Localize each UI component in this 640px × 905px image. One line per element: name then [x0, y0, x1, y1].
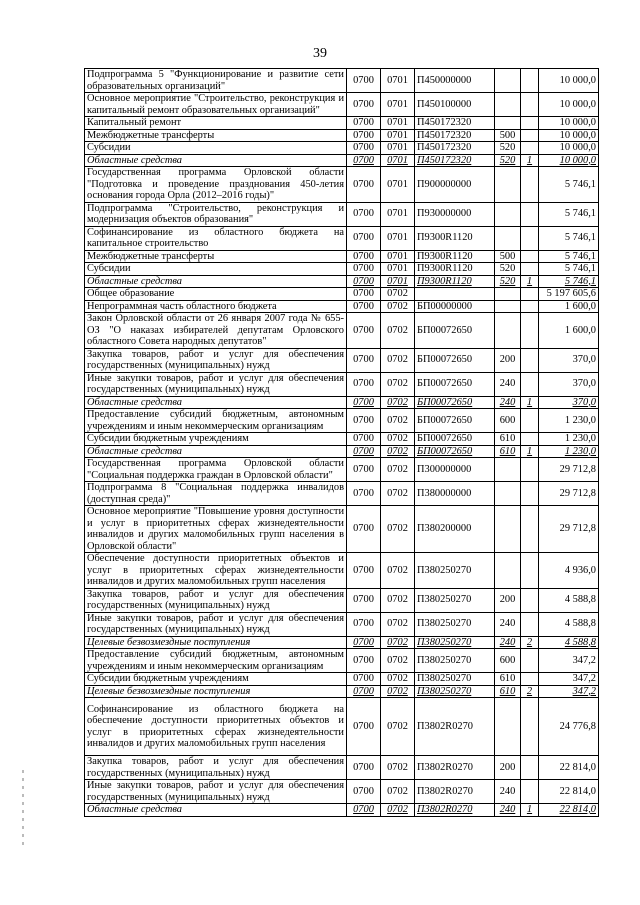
funding-source-code: [521, 117, 539, 130]
target-article-code: П3802R0270: [415, 780, 495, 804]
expense-type-code: 520: [495, 275, 521, 288]
table-row: [85, 142, 599, 155]
funding-source-code: 1: [521, 804, 539, 817]
expense-type-code: 500: [495, 250, 521, 263]
section-code: 0700: [347, 433, 381, 446]
section-code: 0700: [347, 458, 381, 482]
expense-type-code: 240: [495, 396, 521, 409]
section-code: 0700: [347, 69, 381, 93]
funding-source-code: [521, 142, 539, 155]
section-code: 0700: [347, 756, 381, 780]
funding-source-code: [521, 612, 539, 636]
expense-type-code: 240: [495, 780, 521, 804]
expense-type-code: [495, 300, 521, 313]
row-name: Областные средства: [85, 804, 347, 817]
expense-type-code: [495, 506, 521, 553]
expense-type-code: [495, 69, 521, 93]
target-article-code: П9300R1120: [415, 250, 495, 263]
section-code: 0700: [347, 167, 381, 203]
amount: 347,2: [539, 649, 599, 673]
amount: 5 197 605,6: [539, 288, 599, 301]
table-row: [85, 348, 599, 372]
funding-source-code: [521, 263, 539, 276]
amount: 5 746,1: [539, 263, 599, 276]
subsection-code: 0702: [381, 756, 415, 780]
funding-source-code: [521, 288, 539, 301]
amount: 4 588,8: [539, 636, 599, 649]
table-row: [85, 506, 599, 553]
section-code: 0700: [347, 804, 381, 817]
funding-source-code: 1: [521, 275, 539, 288]
amount: 1 230,0: [539, 433, 599, 446]
expense-type-code: [495, 93, 521, 117]
section-code: 0700: [347, 612, 381, 636]
funding-source-code: [521, 202, 539, 226]
subsection-code: 0702: [381, 482, 415, 506]
subsection-code: 0701: [381, 226, 415, 250]
section-code: 0700: [347, 117, 381, 130]
row-name: Обеспечение доступности приоритетных объектов и услуг в приоритетных сферах жизнедеятельности инвалидов и других маломобильных групп населения: [85, 553, 347, 589]
section-code: 0700: [347, 275, 381, 288]
table-row: [85, 588, 599, 612]
funding-source-code: [521, 458, 539, 482]
table-row: [85, 685, 599, 698]
row-name: Подпрограмма 5 "Функционирование и развитие сети образовательных организаций": [85, 69, 347, 93]
target-article-code: П450172320: [415, 117, 495, 130]
table-row: [85, 300, 599, 313]
funding-source-code: 1: [521, 445, 539, 458]
amount: 22 814,0: [539, 804, 599, 817]
row-name: Целевые безвозмездные поступления: [85, 685, 347, 698]
subsection-code: 0701: [381, 69, 415, 93]
expense-type-code: 610: [495, 673, 521, 686]
subsection-code: 0701: [381, 250, 415, 263]
target-article-code: П9300R1120: [415, 226, 495, 250]
expense-type-code: [495, 698, 521, 756]
target-article-code: П380000000: [415, 482, 495, 506]
funding-source-code: [521, 69, 539, 93]
table-row: [85, 226, 599, 250]
amount: 29 712,8: [539, 506, 599, 553]
subsection-code: 0701: [381, 129, 415, 142]
amount: 5 746,1: [539, 202, 599, 226]
table-row: [85, 372, 599, 396]
target-article-code: П380250270: [415, 673, 495, 686]
table-row: [85, 804, 599, 817]
expense-type-code: 520: [495, 142, 521, 155]
amount: 370,0: [539, 372, 599, 396]
row-name: Непрограммная часть областного бюджета: [85, 300, 347, 313]
expense-type-code: [495, 313, 521, 349]
target-article-code: БП00072650: [415, 372, 495, 396]
row-name: Общее образование: [85, 288, 347, 301]
subsection-code: 0701: [381, 93, 415, 117]
target-article-code: П9300R1120: [415, 263, 495, 276]
amount: 10 000,0: [539, 142, 599, 155]
expense-type-code: [495, 117, 521, 130]
table-row: [85, 698, 599, 756]
target-article-code: П380250270: [415, 649, 495, 673]
target-article-code: БП00072650: [415, 445, 495, 458]
expense-type-code: 240: [495, 612, 521, 636]
expense-type-code: [495, 288, 521, 301]
row-name: Закупка товаров, работ и услуг для обеспечения государственных (муниципальных) нужд: [85, 348, 347, 372]
table-row: [85, 445, 599, 458]
subsection-code: 0702: [381, 780, 415, 804]
table-row: [85, 93, 599, 117]
section-code: 0700: [347, 263, 381, 276]
amount: 22 814,0: [539, 780, 599, 804]
row-name: Подпрограмма "Строительство, реконструкция и модернизация объектов образования": [85, 202, 347, 226]
target-article-code: БП00072650: [415, 396, 495, 409]
amount: 5 746,1: [539, 167, 599, 203]
section-code: 0700: [347, 673, 381, 686]
expense-type-code: [495, 226, 521, 250]
amount: 10 000,0: [539, 129, 599, 142]
subsection-code: 0701: [381, 275, 415, 288]
amount: 347,2: [539, 685, 599, 698]
row-name: Предоставление субсидий бюджетным, автономным учреждениям и иным некоммерческим организациям: [85, 409, 347, 433]
subsection-code: 0702: [381, 300, 415, 313]
row-name: Иные закупки товаров, работ и услуг для обеспечения государственных (муниципальных) нужд: [85, 372, 347, 396]
margin-marks: [22, 770, 26, 860]
row-name: Основное мероприятие "Повышение уровня доступности и услуг в приоритетных сферах жизнедеятельности инвалидов и других маломобильных групп населения в Орловской области": [85, 506, 347, 553]
section-code: 0700: [347, 636, 381, 649]
budget-table: [84, 68, 599, 817]
row-name: Областные средства: [85, 154, 347, 167]
subsection-code: 0701: [381, 167, 415, 203]
target-article-code: П930000000: [415, 202, 495, 226]
expense-type-code: 500: [495, 129, 521, 142]
target-article-code: [415, 288, 495, 301]
table-row: [85, 250, 599, 263]
section-code: 0700: [347, 226, 381, 250]
row-name: Закон Орловской области от 26 января 2007 года № 655-ОЗ "О наказах избирателей депутатам Орловского областного Совета народных депутатов": [85, 313, 347, 349]
expense-type-code: [495, 202, 521, 226]
section-code: 0700: [347, 553, 381, 589]
subsection-code: 0702: [381, 673, 415, 686]
target-article-code: БП00072650: [415, 409, 495, 433]
amount: 1 600,0: [539, 300, 599, 313]
expense-type-code: 200: [495, 588, 521, 612]
table-row: [85, 263, 599, 276]
funding-source-code: [521, 506, 539, 553]
table-row: [85, 129, 599, 142]
expense-type-code: 600: [495, 649, 521, 673]
expense-type-code: [495, 167, 521, 203]
amount: 5 746,1: [539, 275, 599, 288]
expense-type-code: [495, 553, 521, 589]
amount: 1 600,0: [539, 313, 599, 349]
target-article-code: П300000000: [415, 458, 495, 482]
target-article-code: П380250270: [415, 553, 495, 589]
expense-type-code: 240: [495, 372, 521, 396]
subsection-code: 0701: [381, 154, 415, 167]
target-article-code: П380250270: [415, 685, 495, 698]
amount: 29 712,8: [539, 482, 599, 506]
section-code: 0700: [347, 142, 381, 155]
table-row: [85, 154, 599, 167]
expense-type-code: 240: [495, 636, 521, 649]
target-article-code: П3802R0270: [415, 756, 495, 780]
table-row: [85, 756, 599, 780]
subsection-code: 0702: [381, 553, 415, 589]
amount: 10 000,0: [539, 117, 599, 130]
subsection-code: 0702: [381, 313, 415, 349]
subsection-code: 0702: [381, 804, 415, 817]
amount: 370,0: [539, 396, 599, 409]
page-number: 39: [313, 46, 327, 61]
subsection-code: 0702: [381, 348, 415, 372]
row-name: Иные закупки товаров, работ и услуг для обеспечения государственных (муниципальных) нужд: [85, 780, 347, 804]
subsection-code: 0702: [381, 288, 415, 301]
subsection-code: 0702: [381, 396, 415, 409]
section-code: 0700: [347, 313, 381, 349]
row-name: Основное мероприятие "Строительство, реконструкция и капитальный ремонт образовательных организаций": [85, 93, 347, 117]
funding-source-code: [521, 588, 539, 612]
amount: 370,0: [539, 348, 599, 372]
table-row: [85, 409, 599, 433]
target-article-code: БП00072650: [415, 313, 495, 349]
amount: 10 000,0: [539, 93, 599, 117]
funding-source-code: [521, 348, 539, 372]
row-name: Субсидии: [85, 263, 347, 276]
target-article-code: П900000000: [415, 167, 495, 203]
target-article-code: П3802R0270: [415, 804, 495, 817]
expense-type-code: 240: [495, 804, 521, 817]
section-code: 0700: [347, 129, 381, 142]
table-row: [85, 780, 599, 804]
row-name: Областные средства: [85, 275, 347, 288]
funding-source-code: [521, 482, 539, 506]
subsection-code: 0701: [381, 202, 415, 226]
funding-source-code: [521, 300, 539, 313]
expense-type-code: 200: [495, 348, 521, 372]
row-name: Субсидии бюджетным учреждениям: [85, 433, 347, 446]
section-code: 0700: [347, 93, 381, 117]
row-name: Субсидии: [85, 142, 347, 155]
section-code: 0700: [347, 372, 381, 396]
funding-source-code: [521, 226, 539, 250]
subsection-code: 0702: [381, 612, 415, 636]
amount: 4 936,0: [539, 553, 599, 589]
funding-source-code: [521, 433, 539, 446]
subsection-code: 0702: [381, 649, 415, 673]
funding-source-code: [521, 649, 539, 673]
funding-source-code: 2: [521, 685, 539, 698]
subsection-code: 0702: [381, 433, 415, 446]
target-article-code: П380250270: [415, 612, 495, 636]
amount: 1 230,0: [539, 445, 599, 458]
amount: 4 588,8: [539, 612, 599, 636]
funding-source-code: 1: [521, 154, 539, 167]
expense-type-code: 520: [495, 263, 521, 276]
row-name: Целевые безвозмездные поступления: [85, 636, 347, 649]
subsection-code: 0701: [381, 117, 415, 130]
target-article-code: П450100000: [415, 93, 495, 117]
row-name: Государственная программа Орловской области "Подготовка и проведение празднования 450-летия основания города Орла (2012–2016 годы)": [85, 167, 347, 203]
table-body: [85, 69, 599, 817]
section-code: 0700: [347, 348, 381, 372]
section-code: 0700: [347, 780, 381, 804]
row-name: Подпрограмма 8 "Социальная поддержка инвалидов (доступная среда)": [85, 482, 347, 506]
row-name: Межбюджетные трансферты: [85, 250, 347, 263]
target-article-code: П450172320: [415, 129, 495, 142]
amount: 10 000,0: [539, 154, 599, 167]
funding-source-code: 1: [521, 396, 539, 409]
table-row: [85, 458, 599, 482]
amount: 1 230,0: [539, 409, 599, 433]
table-row: [85, 313, 599, 349]
target-article-code: П380250270: [415, 636, 495, 649]
subsection-code: 0702: [381, 458, 415, 482]
subsection-code: 0702: [381, 685, 415, 698]
amount: 24 776,8: [539, 698, 599, 756]
row-name: Софинансирование из областного бюджета на обеспечение доступности приоритетных объектов и услуг в приоритетных сферах жизнедеятельности инвалидов и других маломобильных групп населения: [85, 698, 347, 756]
funding-source-code: 2: [521, 636, 539, 649]
section-code: 0700: [347, 588, 381, 612]
subsection-code: 0701: [381, 142, 415, 155]
table-row: [85, 167, 599, 203]
section-code: 0700: [347, 154, 381, 167]
expense-type-code: 610: [495, 433, 521, 446]
funding-source-code: [521, 780, 539, 804]
table-row: [85, 553, 599, 589]
amount: 5 746,1: [539, 250, 599, 263]
amount: 22 814,0: [539, 756, 599, 780]
section-code: 0700: [347, 506, 381, 553]
amount: 347,2: [539, 673, 599, 686]
table-row: [85, 649, 599, 673]
amount: 5 746,1: [539, 226, 599, 250]
target-article-code: П9300R1120: [415, 275, 495, 288]
target-article-code: БП00072650: [415, 433, 495, 446]
section-code: 0700: [347, 649, 381, 673]
section-code: 0700: [347, 250, 381, 263]
row-name: Закупка товаров, работ и услуг для обеспечения государственных (муниципальных) нужд: [85, 756, 347, 780]
table-row: [85, 612, 599, 636]
amount: 29 712,8: [539, 458, 599, 482]
section-code: 0700: [347, 409, 381, 433]
amount: 10 000,0: [539, 69, 599, 93]
subsection-code: 0702: [381, 445, 415, 458]
expense-type-code: 600: [495, 409, 521, 433]
table-row: [85, 636, 599, 649]
funding-source-code: [521, 313, 539, 349]
row-name: Субсидии бюджетным учреждениям: [85, 673, 347, 686]
table-row: [85, 482, 599, 506]
expense-type-code: 520: [495, 154, 521, 167]
section-code: 0700: [347, 300, 381, 313]
funding-source-code: [521, 698, 539, 756]
table-row: [85, 396, 599, 409]
funding-source-code: [521, 250, 539, 263]
subsection-code: 0702: [381, 409, 415, 433]
subsection-code: 0702: [381, 372, 415, 396]
table-row: [85, 288, 599, 301]
subsection-code: 0701: [381, 263, 415, 276]
funding-source-code: [521, 372, 539, 396]
target-article-code: П3802R0270: [415, 698, 495, 756]
table-row: [85, 69, 599, 93]
expense-type-code: 610: [495, 685, 521, 698]
row-name: Государственная программа Орловской области "Социальная поддержка граждан в Орловской области": [85, 458, 347, 482]
subsection-code: 0702: [381, 588, 415, 612]
table-row: [85, 673, 599, 686]
section-code: 0700: [347, 698, 381, 756]
amount: 4 588,8: [539, 588, 599, 612]
table-row: [85, 202, 599, 226]
section-code: 0700: [347, 396, 381, 409]
funding-source-code: [521, 673, 539, 686]
expense-type-code: [495, 482, 521, 506]
section-code: 0700: [347, 288, 381, 301]
funding-source-code: [521, 756, 539, 780]
section-code: 0700: [347, 685, 381, 698]
row-name: Областные средства: [85, 445, 347, 458]
expense-type-code: [495, 458, 521, 482]
row-name: Иные закупки товаров, работ и услуг для обеспечения государственных (муниципальных) нужд: [85, 612, 347, 636]
target-article-code: П450172320: [415, 154, 495, 167]
subsection-code: 0702: [381, 506, 415, 553]
table-row: [85, 117, 599, 130]
row-name: Капитальный ремонт: [85, 117, 347, 130]
funding-source-code: [521, 409, 539, 433]
table-row: [85, 433, 599, 446]
subsection-code: 0702: [381, 698, 415, 756]
funding-source-code: [521, 129, 539, 142]
target-article-code: П380200000: [415, 506, 495, 553]
target-article-code: П450000000: [415, 69, 495, 93]
target-article-code: БП00072650: [415, 348, 495, 372]
subsection-code: 0702: [381, 636, 415, 649]
target-article-code: П450172320: [415, 142, 495, 155]
expense-type-code: 200: [495, 756, 521, 780]
section-code: 0700: [347, 482, 381, 506]
row-name: Предоставление субсидий бюджетным, автономным учреждениям и иным некоммерческим организациям: [85, 649, 347, 673]
table-row: [85, 275, 599, 288]
target-article-code: БП00000000: [415, 300, 495, 313]
row-name: Закупка товаров, работ и услуг для обеспечения государственных (муниципальных) нужд: [85, 588, 347, 612]
section-code: 0700: [347, 202, 381, 226]
target-article-code: П380250270: [415, 588, 495, 612]
row-name: Областные средства: [85, 396, 347, 409]
funding-source-code: [521, 93, 539, 117]
funding-source-code: [521, 553, 539, 589]
expense-type-code: 610: [495, 445, 521, 458]
row-name: Межбюджетные трансферты: [85, 129, 347, 142]
section-code: 0700: [347, 445, 381, 458]
funding-source-code: [521, 167, 539, 203]
row-name: Софинансирование из областного бюджета на капитальное строительство: [85, 226, 347, 250]
